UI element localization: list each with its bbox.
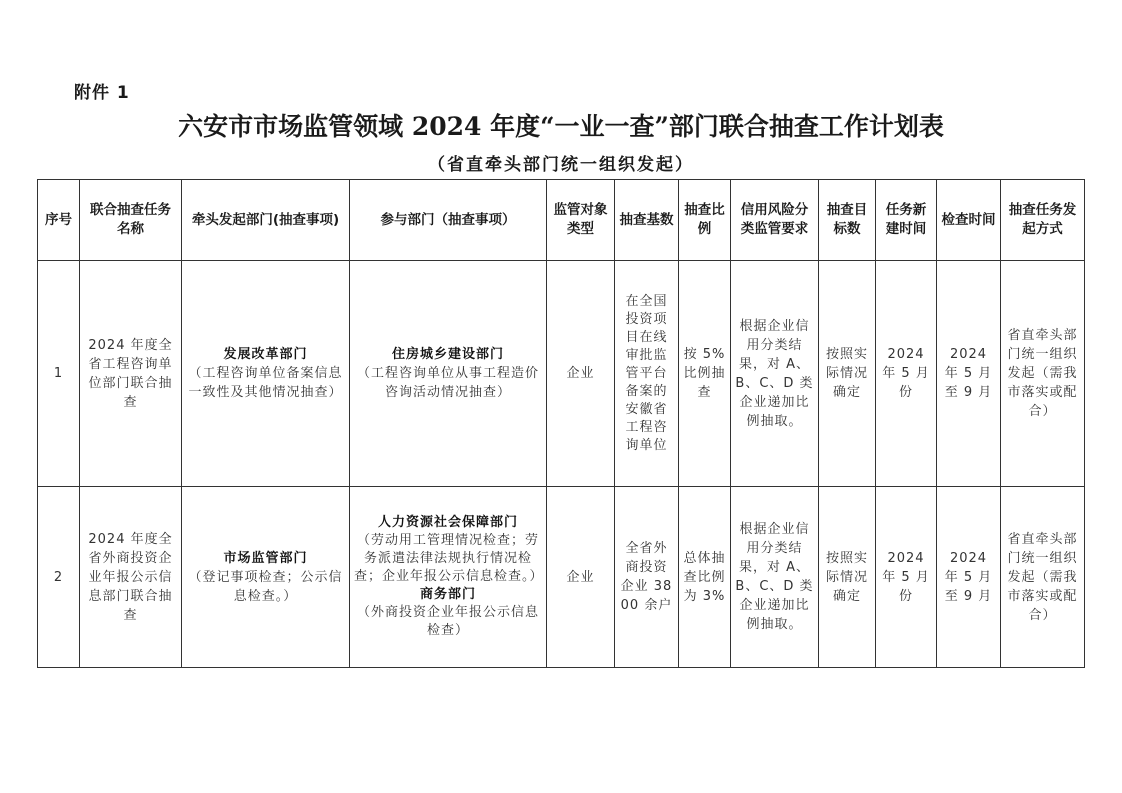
- participant-dept-scope: （劳动用工管理情况检查；劳务派遣法律法规执行情况检查；企业年报公示信息检查。）: [354, 533, 544, 584]
- cell-credit-req: 根据企业信用分类结果，对 A、B、C、D 类企业递加比例抽取。: [731, 487, 819, 668]
- header-credit-req: 信用风险分类监管要求: [731, 180, 819, 261]
- header-task-name: 联合抽查任务名称: [80, 180, 182, 261]
- cell-target: 按照实际情况确定: [819, 487, 876, 668]
- lead-dept-scope: （工程咨询单位备案信息一致性及其他情况抽查）: [188, 366, 343, 400]
- cell-ratio: 按 5% 比例抽查: [679, 261, 731, 487]
- participant-dept-scope: （外商投资企业年报公示信息检查）: [356, 605, 539, 638]
- cell-check-time: 2024 年 5 月至 9 月: [937, 261, 1001, 487]
- lead-dept-name: 市场监管部门: [223, 550, 308, 566]
- header-participants: 参与部门（抽查事项）: [350, 180, 547, 261]
- lead-dept-scope: （登记事项检查；公示信息检查。）: [188, 569, 343, 604]
- cell-seq: 2: [38, 487, 80, 668]
- attachment-label: 附件 1: [74, 83, 130, 103]
- header-target: 抽查目标数: [819, 180, 876, 261]
- plan-table: [37, 179, 1085, 668]
- cell-object-type: 企业: [547, 261, 615, 487]
- participant-dept-name: 商务部门: [419, 587, 476, 602]
- header-row: [38, 180, 1085, 261]
- participant-dept-name: 人力资源社会保障部门: [377, 515, 518, 530]
- cell-task-name: 2024 年度全省外商投资企业年报公示信息部门联合抽查: [80, 487, 182, 668]
- participant-dept-scope: （工程咨询单位从事工程造价咨询活动情况抽查）: [356, 366, 539, 400]
- participant-dept-name: 住房城乡建设部门: [391, 347, 504, 362]
- cell-launch-mode: 省直牵头部门统一组织发起（需我市落实或配合）: [1001, 487, 1085, 668]
- cell-task-name: 2024 年度全省工程咨询单位部门联合抽查: [80, 261, 182, 487]
- header-created: 任务新建时间: [876, 180, 937, 261]
- cell-base: 全省外商投资企业 3800 余户: [615, 487, 679, 668]
- cell-check-time: 2024 年 5 月至 9 月: [937, 487, 1001, 668]
- cell-credit-req: 根据企业信用分类结果，对 A、B、C、D 类企业递加比例抽取。: [731, 261, 819, 487]
- document-title: 六安市市场监管领域 2024 年度“一业一查”部门联合抽查工作计划表: [178, 112, 944, 141]
- header-check-time: 检查时间: [937, 180, 1001, 261]
- table-row: [38, 261, 1085, 487]
- cell-lead-dept: [182, 261, 350, 487]
- cell-lead-dept: [182, 487, 350, 668]
- header-seq: 序号: [38, 180, 80, 261]
- cell-participants: [350, 487, 547, 668]
- cell-target: 按照实际情况确定: [819, 261, 876, 487]
- cell-created: 2024 年 5 月份: [876, 261, 937, 487]
- cell-participants: [350, 261, 547, 487]
- lead-dept-name: 发展改革部门: [223, 347, 308, 362]
- document-subtitle: （省直牵头部门统一组织发起）: [428, 155, 694, 175]
- header-launch-mode: 抽查任务发起方式: [1001, 180, 1085, 261]
- cell-launch-mode: 省直牵头部门统一组织发起（需我市落实或配合）: [1001, 261, 1085, 487]
- cell-seq: 1: [38, 261, 80, 487]
- header-lead-dept: 牵头发起部门(抽查事项): [182, 180, 350, 261]
- cell-ratio: 总体抽查比例为 3%: [679, 487, 731, 668]
- header-object-type: 监管对象类型: [547, 180, 615, 261]
- cell-object-type: 企业: [547, 487, 615, 668]
- table-row: [38, 487, 1085, 668]
- cell-base: 在全国投资项目在线审批监管平台备案的安徽省工程咨询单位: [615, 261, 679, 487]
- header-ratio: 抽查比例: [679, 180, 731, 261]
- cell-created: 2024 年 5 月份: [876, 487, 937, 668]
- header-base: 抽查基数: [615, 180, 679, 261]
